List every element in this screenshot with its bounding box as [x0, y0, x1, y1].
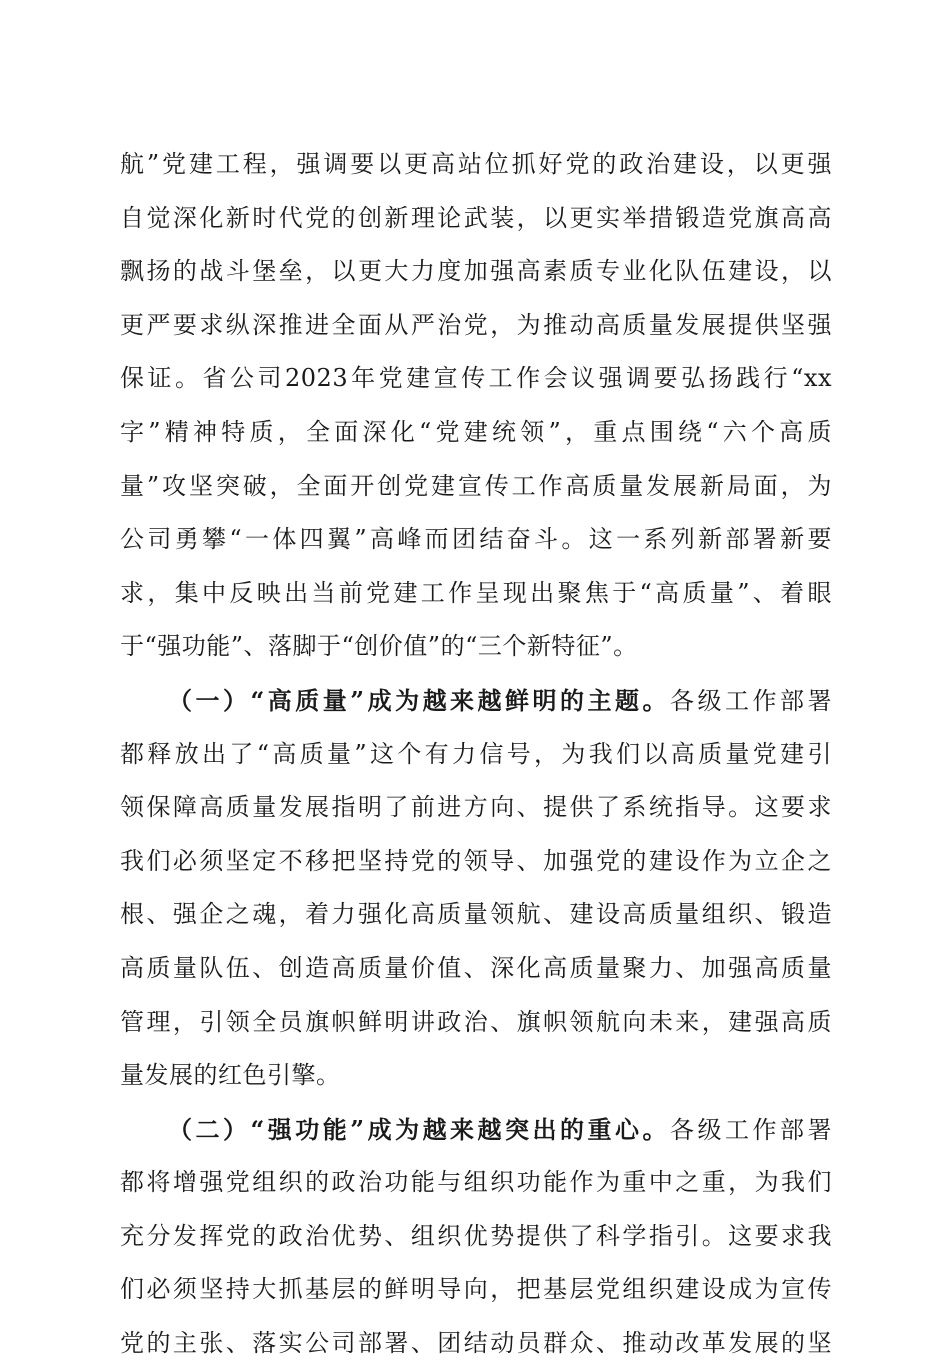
body-line: 高质量队伍、创造高质量价值、深化高质量聚力、加强高质量	[120, 953, 832, 982]
body-line: 管理，引领全员旗帜鲜明讲政治、旗帜领航向未来，建强高质	[120, 1007, 832, 1036]
body-line: 更严要求纵深推进全面从严治党，为推动高质量发展提供坚强	[120, 310, 832, 339]
section-heading-line	[120, 674, 832, 728]
body-line: 自觉深化新时代党的创新理论武装，以更实举措锻造党旗高高	[120, 203, 832, 232]
body-line: 于“强功能”、落脚于“创价值”的“三个新特征”。	[120, 632, 638, 661]
body-line: 们必须坚持大抓基层的鲜明导向，把基层党组织建设成为宣传	[120, 1275, 832, 1304]
body-line: 领保障高质量发展指明了前进方向、提供了系统指导。这要求	[120, 793, 832, 822]
section-heading-2: （二）“强功能”成为越来越突出的重心。	[168, 1114, 671, 1144]
section-heading-1: （一）“高质量”成为越来越鲜明的主题。	[168, 685, 671, 715]
body-line: 都释放出了“高质量”这个有力信号，为我们以高质量党建引	[120, 739, 832, 768]
body-line: 充分发挥党的政治优势、组织优势提供了科学指引。这要求我	[120, 1221, 832, 1250]
body-line: 根、强企之魂，着力强化高质量领航、建设高质量组织、锻造	[120, 900, 832, 929]
section-heading-rest: 各级工作部署	[670, 1115, 833, 1144]
body-line: 求，集中反映出当前党建工作呈现出聚焦于“高质量”、着眼	[120, 578, 832, 607]
body-line: 都将增强党组织的政治功能与组织功能作为重中之重，为我们	[120, 1168, 832, 1197]
body-line: 量发展的红色引擎。	[120, 1061, 341, 1090]
body-line: 量”攻坚突破，全面开创党建宣传工作高质量发展新局面，为	[120, 471, 832, 500]
body-line: 字”精神特质，全面深化“党建统领”，重点围绕“六个高质	[120, 417, 832, 446]
body-line: 党的主张、落实公司部署、团结动员群众、推动改革发展的坚	[120, 1329, 832, 1358]
body-line: 飘扬的战斗堡垒，以更大力度加强高素质专业化队伍建设，以	[120, 257, 832, 286]
body-line: 公司勇攀“一体四翼”高峰而团结奋斗。这一系列新部署新要	[120, 525, 832, 554]
section-heading-rest: 各级工作部署	[670, 686, 833, 715]
document-body	[120, 138, 832, 1371]
body-line: 我们必须坚定不移把坚持党的领导、加强党的建设作为立企之	[120, 846, 832, 875]
body-line: 航”党建工程，强调要以更高站位抓好党的政治建设，以更强	[120, 150, 832, 178]
section-heading-line	[120, 1103, 832, 1157]
body-line: 保证。省公司2023年党建宣传工作会议强调要弘扬践行“xx	[120, 364, 832, 393]
